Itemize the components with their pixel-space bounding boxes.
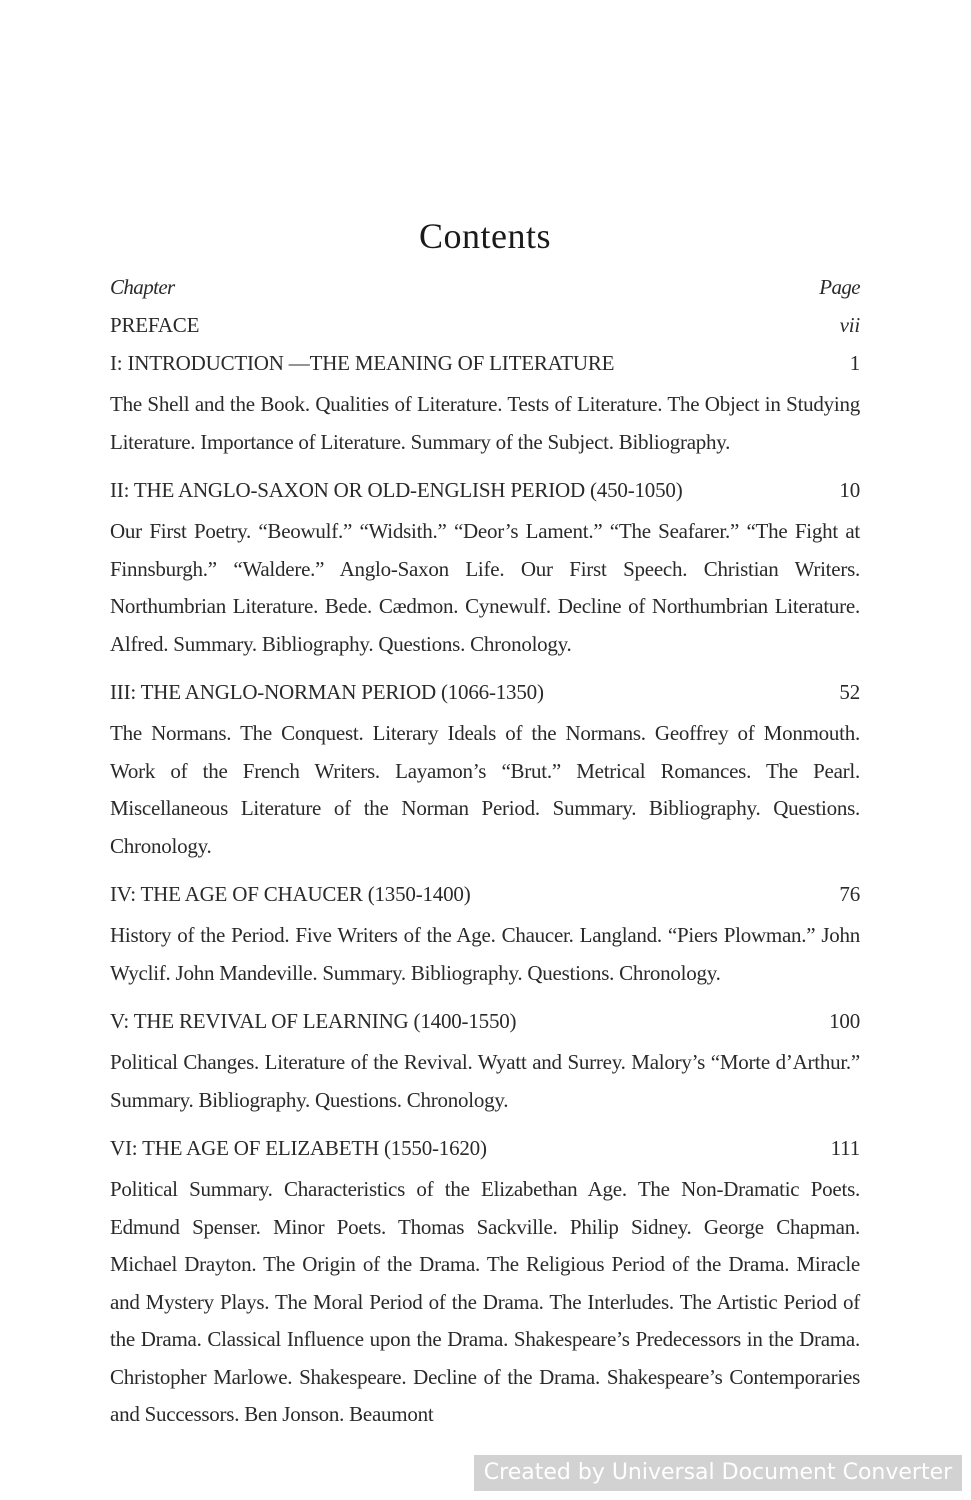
toc-entry-heading-row xyxy=(110,879,860,909)
toc-entry-description: History of the Period. Five Writers of the Age. Chaucer. Langland. “Piers Plowman.” John Wyclif. John Mandeville. Summary. Bibliography. Questions. Chronology. xyxy=(110,923,860,985)
page-column-label: Page xyxy=(819,275,860,299)
toc-entry-chapter-3[interactable] xyxy=(110,677,860,865)
toc-entry-page-number: 10 xyxy=(839,478,860,502)
toc-entry-description: Our First Poetry. “Beowulf.” “Widsith.” “Deor’s Lament.” “The Seafarer.” “The Fight at Finnsburgh.” “Waldere.” Anglo-Saxon Life. Our First Speech. Christian Writers. Northumbrian Literature. Bede. Cædmon. Cynewulf. Decline of Northumbrian Literature. Alfred. Summary. Bibliography. Questions. Chronology. xyxy=(110,519,860,656)
toc-entry-page-number: 76 xyxy=(839,882,860,906)
toc-entry-title: VI: THE AGE OF ELIZABETH (1550-1620) xyxy=(110,1136,487,1160)
toc-entry-page-number: 1 xyxy=(849,351,860,375)
toc-entry-chapter-5[interactable] xyxy=(110,1006,860,1119)
toc-entry-chapter-1[interactable] xyxy=(110,348,860,461)
column-header-row xyxy=(110,272,860,302)
toc-entry-page-number: vii xyxy=(839,313,860,337)
toc-entry-title: I: INTRODUCTION —THE MEANING OF LITERATURE xyxy=(110,351,615,375)
toc-entry-description: Political Summary. Characteristics of the Elizabethan Age. The Non-Dramatic Poets. Edmund Spenser. Minor Poets. Thomas Sackville. Philip Sidney. George Chapman. Michael Drayton. The Origin of the Drama. The Religious Period of the Drama. Miracle and Mystery Plays. The Moral Period of the Drama. The Interludes. The Artistic Period of the Drama. Classical Influence upon the Drama. Shakespeare’s Predecessors in the Drama. Christopher Marlowe. Shakespeare. Decline of the Drama. Shakespeare’s Contemporaries and Successors. Ben Jonson. Beaumont xyxy=(110,1177,860,1426)
toc-entry-title: II: THE ANGLO-SAXON OR OLD-ENGLISH PERIOD (450-1050) xyxy=(110,478,683,502)
toc-entry-heading-row xyxy=(110,475,860,505)
toc-entry-description: The Shell and the Book. Qualities of Literature. Tests of Literature. The Object in Studying Literature. Importance of Literature. Summary of the Subject. Bibliography. xyxy=(110,392,860,454)
toc-entry-description: The Normans. The Conquest. Literary Ideals of the Normans. Geoffrey of Monmouth. Work of the French Writers. Layamon’s “Brut.” Metrical Romances. The Pearl. Miscellaneous Literature of the Norman Period. Summary. Bibliography. Questions. Chronology. xyxy=(110,721,860,858)
toc-entry-chapter-2[interactable] xyxy=(110,475,860,663)
toc-entry-heading-row xyxy=(110,1133,860,1163)
toc-entry-heading-row xyxy=(110,677,860,707)
toc-entry-page-number: 100 xyxy=(829,1009,860,1033)
toc-entry-page-number: 111 xyxy=(830,1136,860,1160)
toc-entry-chapter-4[interactable] xyxy=(110,879,860,992)
toc-entry-page-number: 52 xyxy=(839,680,860,704)
toc-entry-heading-row xyxy=(110,310,860,340)
toc-entry-heading-row xyxy=(110,348,860,378)
toc-entry-heading-row xyxy=(110,1006,860,1036)
watermark-banner: Created by Universal Document Converter xyxy=(474,1455,962,1491)
toc-entry-preface[interactable] xyxy=(110,310,860,340)
toc-entry-title: V: THE REVIVAL OF LEARNING (1400-1550) xyxy=(110,1009,517,1033)
chapter-column-label: Chapter xyxy=(110,275,175,299)
page-title: Contents xyxy=(418,216,551,256)
toc-entry-chapter-6[interactable] xyxy=(110,1133,860,1434)
toc-entry-description: Political Changes. Literature of the Revival. Wyatt and Surrey. Malory’s “Morte d’Arthur.” Summary. Bibliography. Questions. Chronology. xyxy=(110,1050,860,1112)
toc-entry-title: PREFACE xyxy=(110,313,200,337)
toc-entry-title: IV: THE AGE OF CHAUCER (1350-1400) xyxy=(110,882,471,906)
contents-page xyxy=(110,214,860,1448)
toc-entry-title: III: THE ANGLO-NORMAN PERIOD (1066-1350) xyxy=(110,680,544,704)
